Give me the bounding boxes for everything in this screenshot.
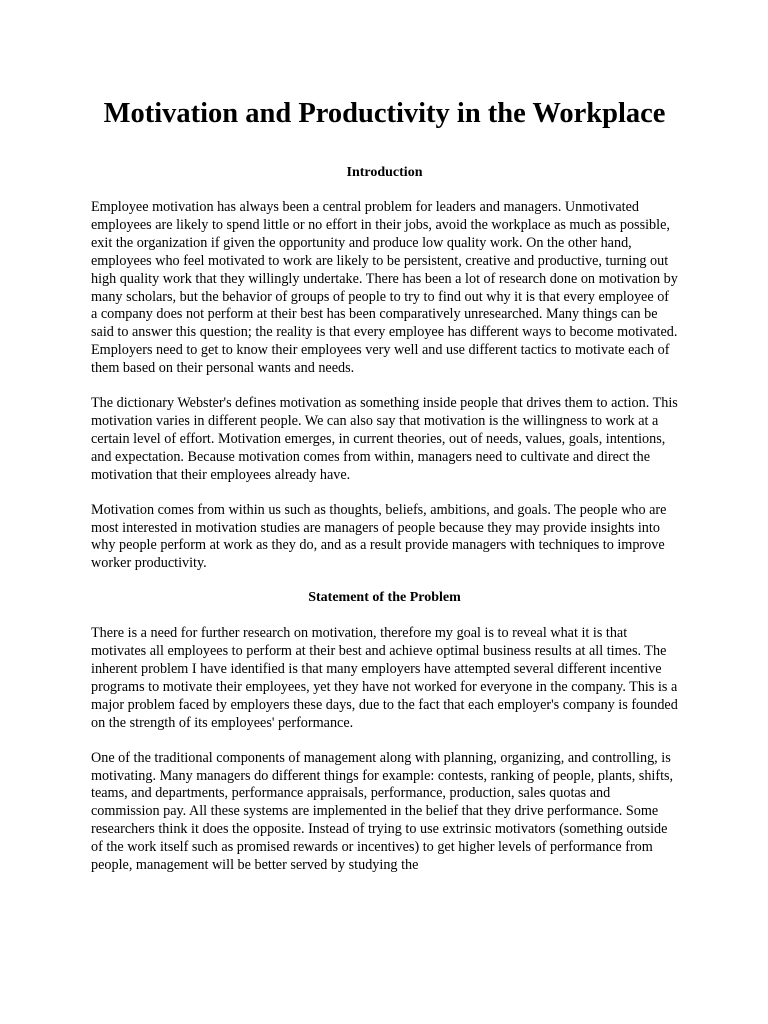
section-heading-introduction: Introduction: [346, 165, 423, 180]
document-title: Motivation and Productivity in the Workplace: [103, 98, 666, 129]
paragraph: Employee motivation has always been a central problem for leaders and managers. Unmotivated employees are likely to spend little or no effort in their jobs, avoid the workplace as much as possible, exit the organization if given the opportunity and produce low quality work. On the other hand, employees who feel motivated to work are likely to be persistent, creative and productive, turning out high quality work that they willingly undertake. There has been a lot of research done on motivation by many scholars, but the behavior of groups of people to try to find out why it is that every employee of a company does not perform at their best has been comparatively unresearched. Many things can be said to answer this question; the reality is that every employee has different ways to become motivated. Employers need to get to know their employees very well and use different tactics to motivate each of them based on their personal wants and needs.: [91, 199, 678, 377]
paragraph: Motivation comes from within us such as thoughts, beliefs, ambitions, and goals. The people who are most interested in motivation studies are managers of people because they may provide insights into why people perform at work as they do, and as a result provide managers with techniques to improve worker productivity.: [91, 501, 667, 572]
paragraph: There is a need for further research on motivation, therefore my goal is to reveal what it is that motivates all employees to perform at their best and achieve optimal business results at all times. The inherent problem I have identified is that many employers have attempted several different incentive programs to motivate their employees, yet they have not worked for everyone in the company. This is a major problem faced by employers these days, due to the fact that each employer's company is founded on the strength of its employees' performance.: [91, 625, 678, 731]
section-heading-statement-of-the-problem: Statement of the Problem: [308, 590, 461, 606]
paragraph: One of the traditional components of management along with planning, organizing, and controlling, is motivating. Many managers do different things for example: contests, ranking of people, plants, shifts, teams, and departments, performance appraisals, performance, production, sales quotas and commission pay. All these systems are implemented in the belief that they drive performance. Some researchers think it does the opposite. Instead of trying to use extrinsic motivators (something outside of the work itself such as promised rewards or incentives) to get higher levels of performance from people, management will be better served by studying the: [91, 749, 674, 874]
paragraph: The dictionary Webster's defines motivation as something inside people that drives them to action. This motivation varies in different people. We can also say that motivation is the willingness to work at a certain level of effort. Motivation emerges, in current theories, out of needs, values, goals, intentions, and expectation. Because motivation comes from within, managers need to cultivate and direct the motivation that their employees already have.: [91, 395, 678, 483]
